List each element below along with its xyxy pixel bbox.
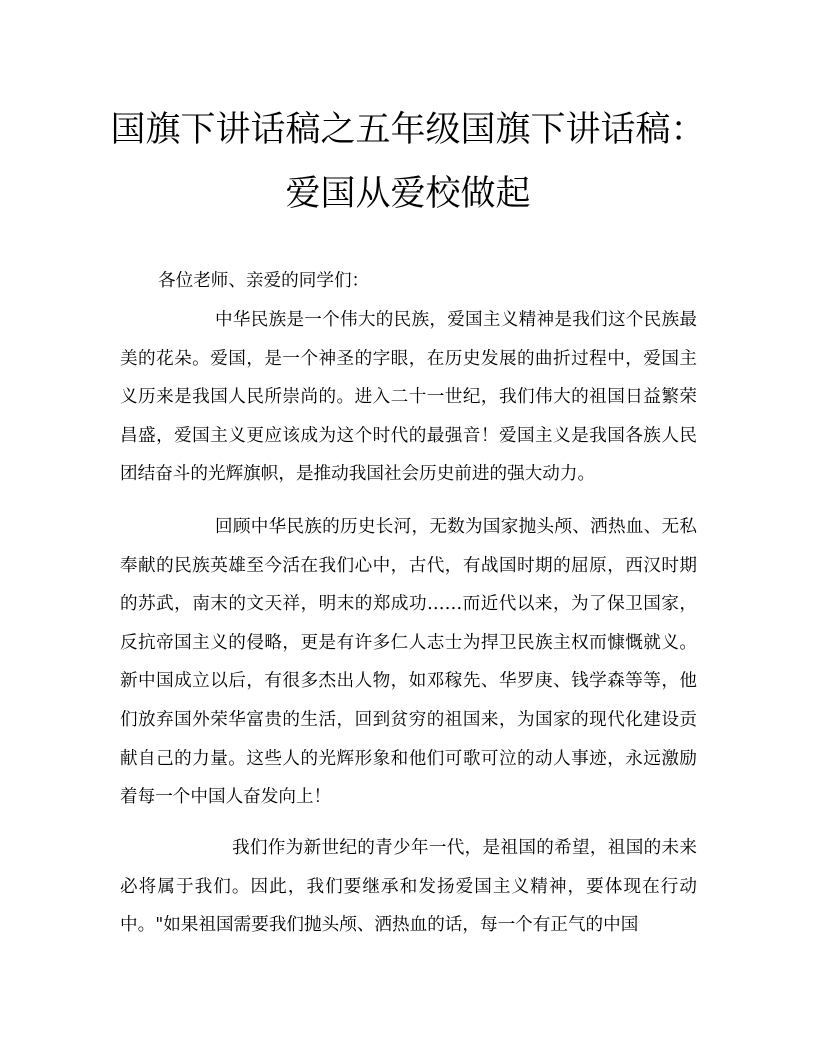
paragraph-1: 中华民族是一个伟大的民族，爱国主义精神是我们这个民族最美的花朵。爱国，是一个神圣的字眼，在历史发展的曲折过程中，爱国主义历来是我国人民所崇尚的。进入二十一世纪，我们伟大的祖国日益繁荣昌盛，爱国主义更应该成为这个时代的最强音！爱国主义是我国各族人民团结奋斗的光辉旗帜，是推动我国社会历史前进的强大动力。 [120,310,697,485]
document-title-line-2: 爱国从爱校做起 [285,174,531,214]
paragraph-3: 我们作为新世纪的青少年一代，是祖国的希望，祖国的未来必将属于我们。因此，我们要继承和发扬爱国主义精神，要体现在行动中。"如果祖国需要我们抛头颅、洒热血的话，每一个有正气的中国 [120,838,697,936]
paragraph-2: 回顾中华民族的历史长河，无数为国家抛头颅、洒热血、无私奉献的民族英雄至今活在我们心中，古代，有战国时期的屈原，西汉时期的苏武，南末的文天祥，明末的郑成功……而近代以来，为了保卫国家，反抗帝国主义的侵略，更是有许多仁人志士为捍卫民族主权而慷慨就义。新中国成立以后，有很多杰出人物，如邓稼先、华罗庚、钱学森等等，他们放弃国外荣华富贵的生活，回到贫穷的祖国来，为国家的现代化建设贡献自己的力量。这些人的光辉形象和他们可歌可泣的动人事迹，永远激励着每一个中国人奋发向上！ [120,517,697,808]
document-title-line-1: 国旗下讲话稿之五年级国旗下讲话稿： [110,110,706,150]
greeting: 各位老师、亲爱的同学们： [158,271,370,291]
